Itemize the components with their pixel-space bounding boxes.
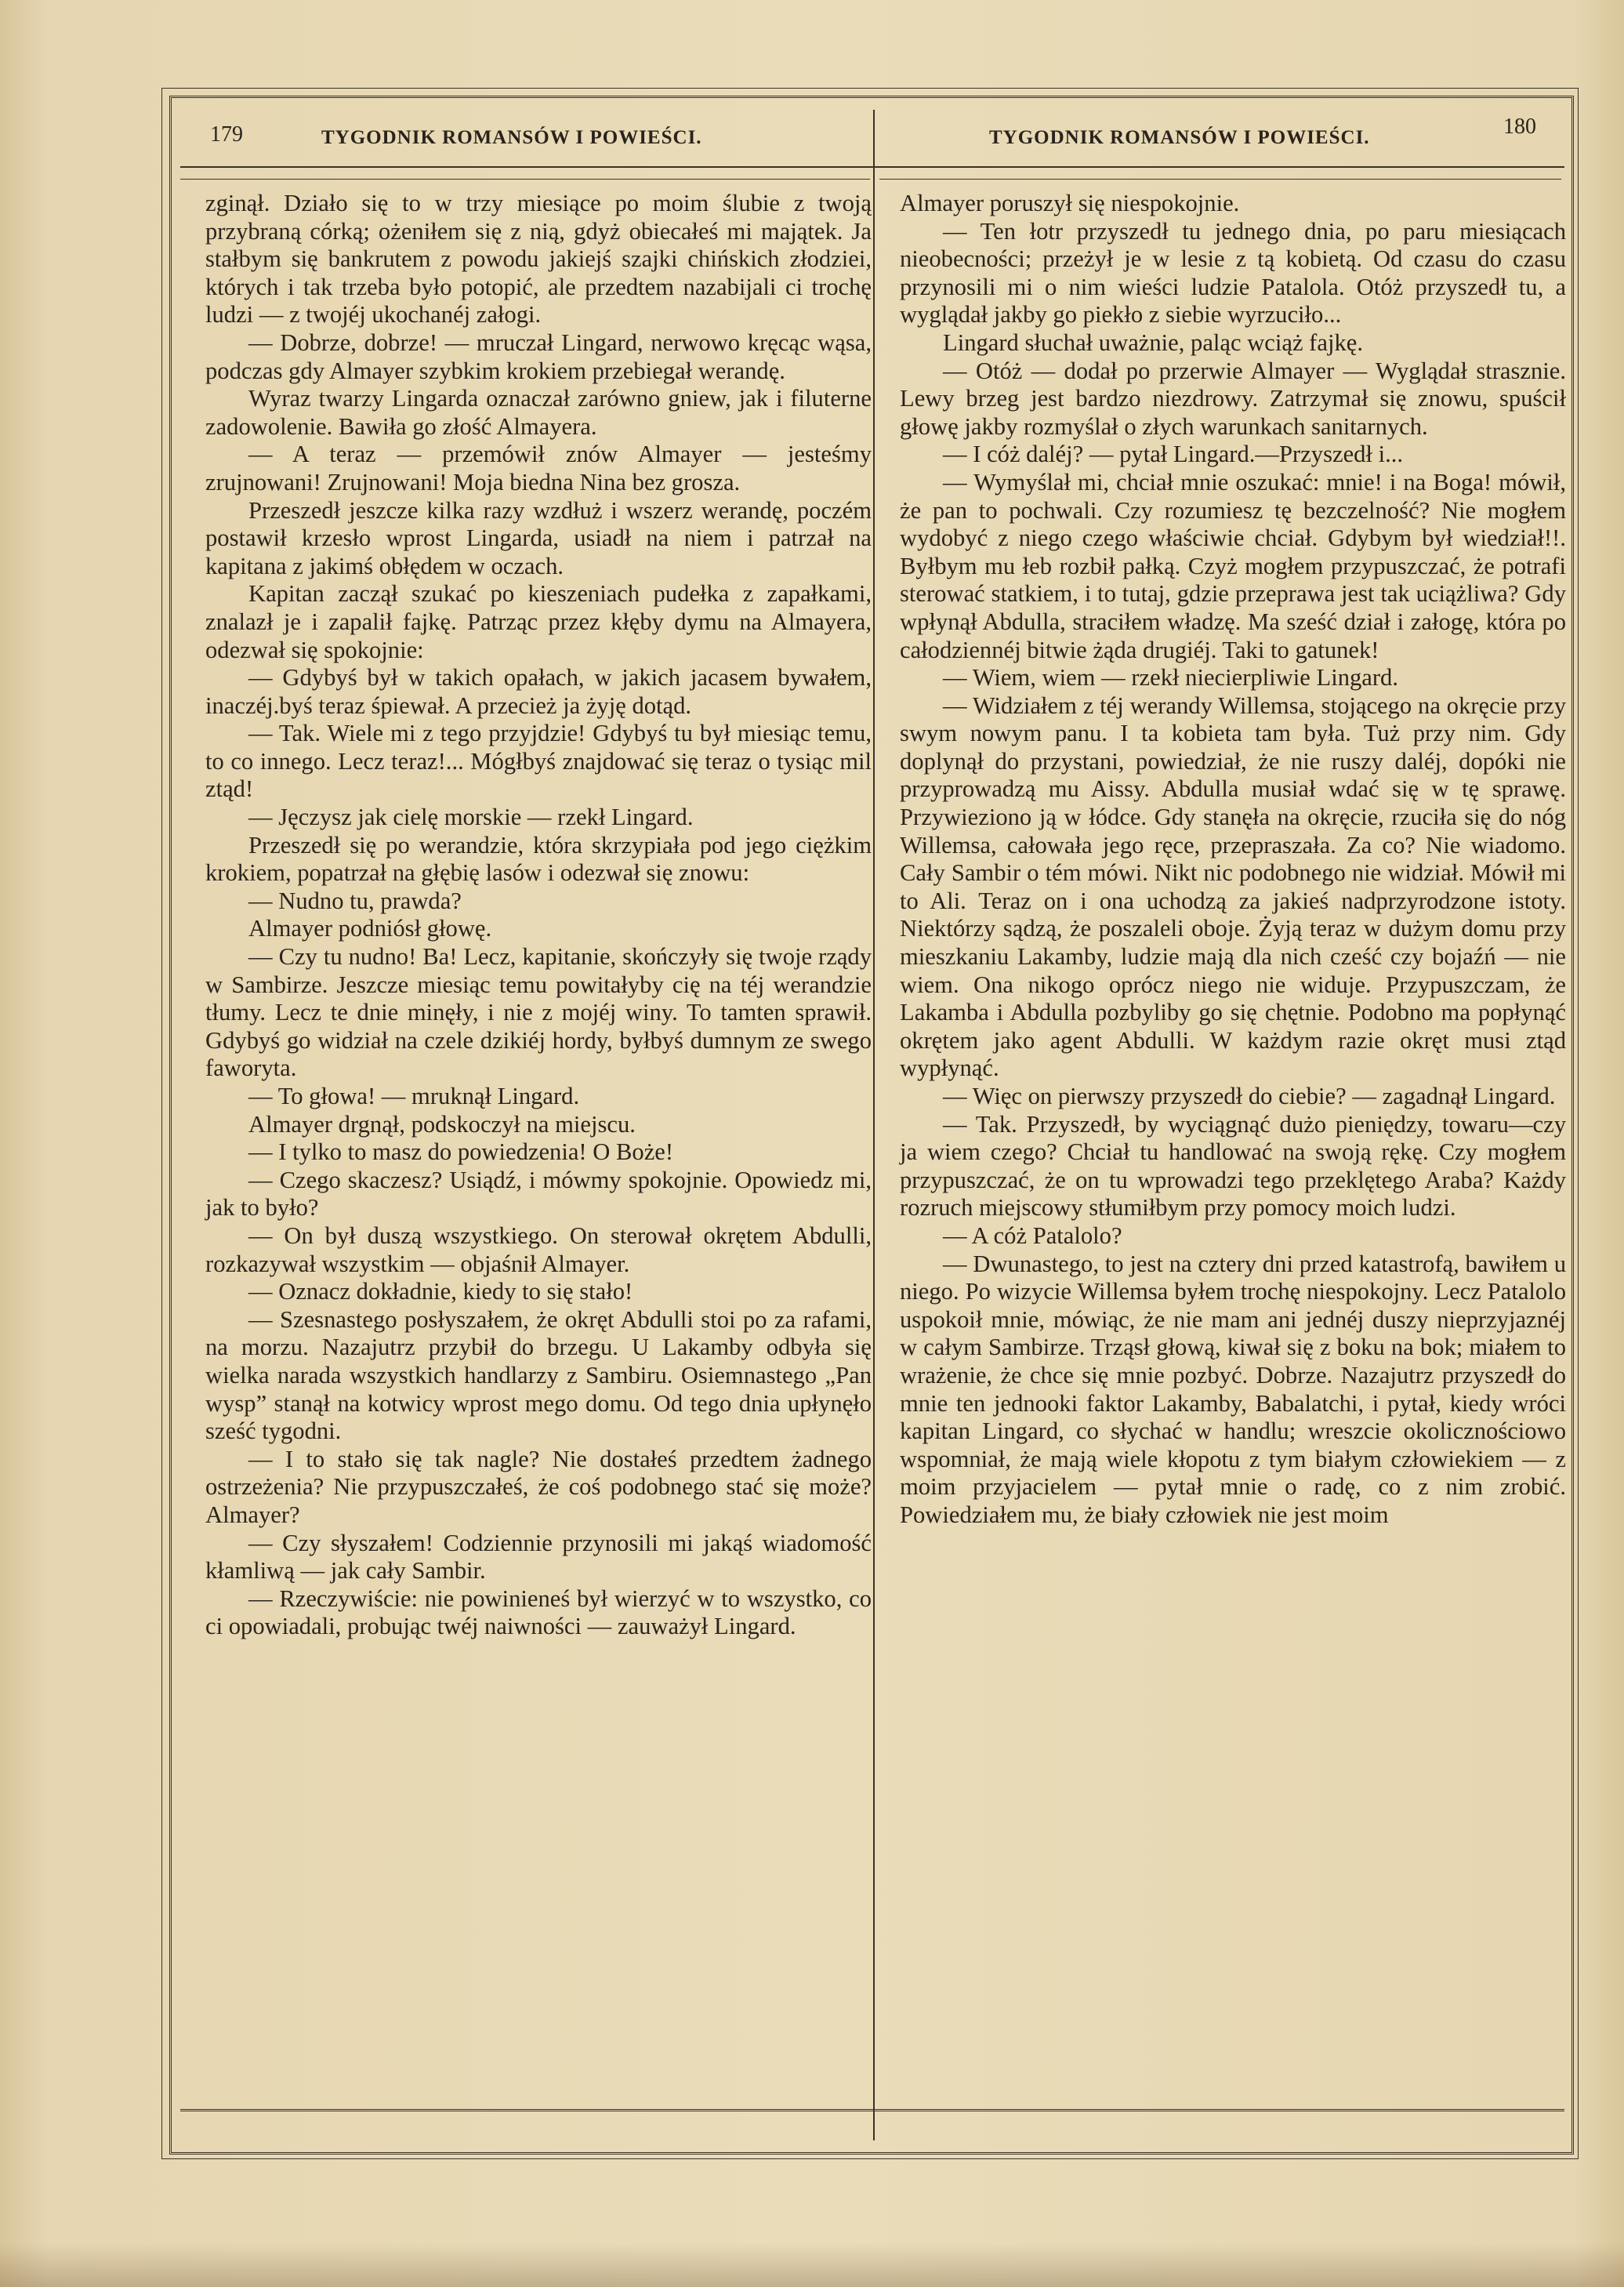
paragraph: — Czy słyszałem! Codziennie przynosili mi jakąś wiadomość kłamliwą — jak cały Sambir. [205,1529,872,1585]
paragraph: Lingard słuchał uważnie, paląc wciąż fajkę. [943,329,1363,356]
paragraph: Przeszedł się po werandzie, która skrzypiała pod jego ciężkim krokiem, popatrzał na głębię lasów i odezwał się znowu: [205,831,872,887]
left-text-column [205,190,872,1641]
paragraph: — On był duszą wszystkiego. On sterował okrętem Abdulli, rozkazywał wszystkim — objaśnił Almayer. [205,1222,872,1277]
page-edge-shadow [0,2242,1624,2287]
right-running-header: TYGODNIK ROMANSÓW I POWIEŚCI. [989,127,1370,148]
paragraph: — Więc on pierwszy przyszedł do ciebie? — zagadnął Lingard. [943,1083,1556,1109]
paragraph: — Czy tu nudno! Ba! Lecz, kapitanie, skończyły się twoje rządy w Sambirze. Jeszcze miesiąc temu powitałyby cię na téj werandzie tłumy. Lecz te dnie minęły, i nie z mojéj winy. To tamten sprawił. Gdybyś go widział na czele dzikiéj hordy, byłbyś dumnym ze swego faworyta. [205,943,872,1082]
paragraph: — Czego skaczesz? Usiądź, i mówmy spokojnie. Opowiedz mi, jak to było? [205,1166,872,1222]
paragraph: — To głowa! — mruknął Lingard. [248,1083,580,1109]
paragraph: — Otóż — dodał po przerwie Almayer — Wyglądał strasznie. Lewy brzeg jest bardzo niezdrowy. Zatrzymał się znowu, spuścił głowę jakby rozmyślał o złych warunkach sanitarnych. [900,357,1566,440]
paragraph: Przeszedł jeszcze kilka razy wzdłuż i wszerz werandę, poczém postawił krzesło wprost Lingarda, usiadł na niem i patrzał na kapitana z jakimś obłędem w oczach. [205,496,872,579]
paragraph: Almayer podniósł głowę. [248,915,492,942]
paragraph: — A teraz — przemówił znów Almayer — jesteśmy zrujnowani! Zrujnowani! Moja biedna Nina bez grosza. [205,441,872,496]
paragraph: — Nudno tu, prawda? [248,887,462,914]
paragraph: — Wiem, wiem — rzekł niecierpliwie Lingard. [943,664,1398,692]
right-page-number: 180 [1503,114,1536,139]
header-rule [180,166,1564,168]
paragraph: — Widziałem z téj werandy Willemsa, stojącego na okręcie przy swym nowym panu. I ta kobieta tam była. Tuż przy nim. Gdy doplynął do przystani, powiedział, że nie ruszy daléj, dopóki nie przyprowadzą mu Aissy. Abdulla musiał wdać się w tę sprawę. Przywieziono ją w łódce. Gdy stanęła na okręcie, rzuciła się do nóg Willemsa, całowała jego ręce, przepraszała. Za co? Nie wiadomo. Cały Sambir o tém mówi. Nikt nic podobnego nie widział. Mówił mi to Ali. Teraz on i ona uchodzą za jakieś nadprzyrodzone istoty. Niektórzy sądzą, że poszaleli oboje. Żyją teraz w dużym domu przy mieszkaniu Lakamby, ludzie mają dla nich cześć czy bojaźń — nie wiem. Ona nikogo oprócz niego nie widuje. Przypuszczam, że Lakamba i Abdulla pozbyliby go się chętnie. Podobno ma popłynąć okrętem jako agent Abdulli. W każdym razie okręt musi ztąd wypłynąć. [900,692,1566,1082]
paragraph: — Oznacz dokładnie, kiedy to się stało! [248,1278,633,1305]
paragraph: — Gdybyś był w takich opałach, w jakich jacasem bywałem, inaczéj.byś teraz śpiewał. A przecież ja żyję dotąd. [205,664,872,719]
paragraph: — Ten łotr przyszedł tu jednego dnia, po paru miesiącach nieobecności; przeżył je w lesie z tą kobietą. Od czasu do czasu przynosili mi o nim wieści ludzie Patalola. Otóż przyszedł tu, a wyglądał jakby go piekło z siebie wyrzuciło... [900,217,1566,329]
paragraph: — Rzeczywiście: nie powinieneś był wierzyć w to wszystko, co ci opowiadali, probując twéj naiwności — zauważył Lingard. [205,1585,872,1640]
paragraph: Almayer drgnął, podskoczył na miejscu. [248,1110,636,1138]
paragraph: — Tak. Przyszedł, by wyciągnąć dużo pieniędzy, towaru—czy ja wiem czego? Chciał tu handlować na swoją rękę. Czy mogłem przypuszczać, że on tu wprowadzi tego przeklętego Araba? Każdy rozruch miejscowy stłumiłbym przy pomocy moich ludzi. [900,1110,1566,1222]
paragraph: — Szesnastego posłyszałem, że okręt Abdulli stoi po za rafami, na morzu. Nazajutrz przybił do brzegu. U Lakamby odbyła się wielka narada wszystkich handlarzy z Sambiru. Osiemnastego „Pan wysp” stanął na kotwicy wprost mego domu. Od tego dnia upłynęło sześć tygodni. [205,1305,872,1445]
right-text-column [900,190,1566,1530]
header-underline-right [879,179,1561,180]
paragraph: zginął. Działo się to w trzy miesiące po moim ślubie z twoją przybraną córką; ożeniłem się z nią, gdyż obiecałeś mi majątek. Ja stałbym się bankrutem z powodu jakiejś szajki chińskich złodziei, których i tak trzeba było potopić, ale przedtem nazabijali ci trochę ludzi — z twojéj ukochanéj załogi. [205,190,872,329]
left-page-number: 179 [210,122,243,147]
paragraph: — Dobrze, dobrze! — mruczał Lingard, nerwowo kręcąc wąsa, podczas gdy Almayer szybkim krokiem przebiegał werandę. [205,329,872,384]
paragraph: Wyraz twarzy Lingarda oznaczał zarówno gniew, jak i filuterne zadowolenie. Bawiła go złość Almayera. [205,385,872,440]
paragraph: — Dwunastego, to jest na cztery dni przed katastrofą, bawiłem u niego. Po wizycie Willemsa byłem trochę niespokojny. Lecz Patalolo uspokoił mnie, mówiąc, że nie mam ani jednéj duszy nieprzyjaznéj w całym Sambirze. Trząsł głową, kiwał się z boku na bok; miałem to wrażenie, że chce się mnie pozbyć. Dobrze. Nazajutrz przyszedł do mnie ten jednooki faktor Lakamby, Babalatchi, i pytał, kiedy wróci kapitan Lingard, co słychać w handlu; wreszcie okolicznościowo wspomniał, że mają wiele kłopotu z tym białym człowiekiem — z moim przyjacielem — pytał mnie o radę, co z nim zrobić. Powiedziałem mu, że biały człowiek nie jest moim [900,1250,1566,1528]
column-divider [873,110,875,2140]
paragraph: Almayer poruszył się niespokojnie. [900,190,1240,216]
header-underline-left [180,179,870,180]
paragraph: — Jęczysz jak cielę morskie — rzekł Lingard. [248,804,694,831]
paragraph: — I cóż daléj? — pytał Lingard.—Przyszedł i... [943,441,1404,468]
paragraph: Kapitan zaczął szukać po kieszeniach pudełka z zapałkami, znalazł je i zapalił fajkę. Patrząc przez kłęby dymu na Almayera, odezwał się spokojnie: [205,580,872,663]
paragraph: — Wymyślał mi, chciał mnie oszukać: mnie! i na Boga! mówił, że pan to pochwali. Czy rozumiesz tę bezczelność? Nie mogłem wydobyć z niego czego właściwie chciał. Gdybym był wiedział!!. Byłbym mu łeb rozbił pałką. Czyż mogłem przypuszczać, że potrafi sterować statkiem, i to tutaj, gdzie przeprawa jest tak uciążliwa? Gdy wpłynął Abdulla, straciłem władzę. Ma sześć dział i załogę, która po całodziennéj bitwie żąda drugiéj. Taki to gatunek! [900,468,1566,663]
bottom-rule [180,2109,1564,2111]
paragraph: — I to stało się tak nagle? Nie dostałeś przedtem żadnego ostrzeżenia? Nie przypuszczałeś, że coś podobnego stać się może? Almayer? [205,1445,872,1528]
paragraph: — A cóż Patalolo? [943,1222,1122,1249]
paragraph: — Tak. Wiele mi z tego przyjdzie! Gdybyś tu był miesiąc temu, to co innego. Lecz teraz!... Mógłbyś znajdować się teraz o tysiąc mil ztąd! [205,720,872,803]
paragraph: — I tylko to masz do powiedzenia! O Boże! [248,1138,674,1166]
left-running-header: TYGODNIK ROMANSÓW I POWIEŚCI. [321,127,702,148]
